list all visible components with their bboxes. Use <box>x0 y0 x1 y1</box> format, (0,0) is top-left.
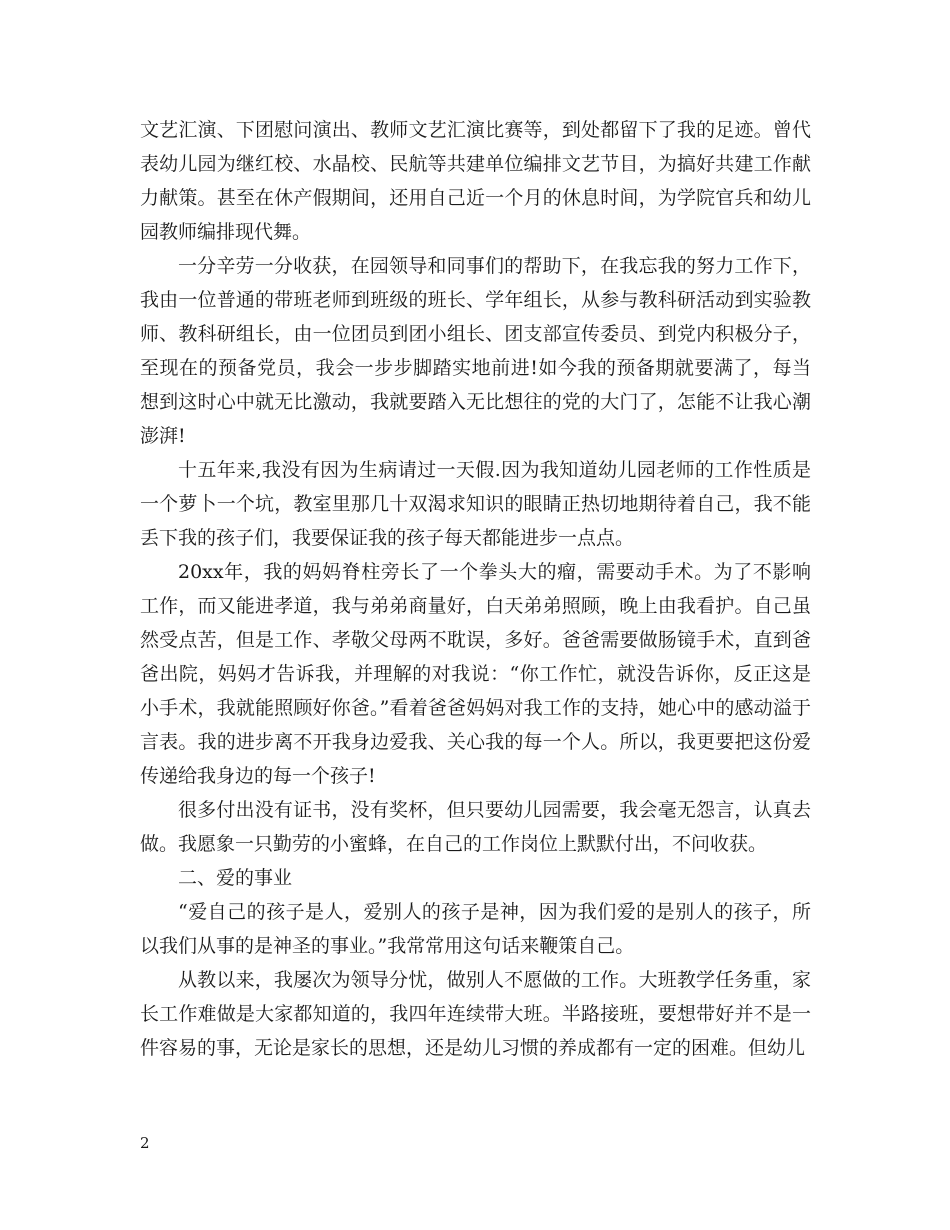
paragraph: “爱自己的孩子是人，爱别人的孩子是神，因为我们爱的是别人的孩子，所以我们从事的是神圣的事业。”我常常用这句话来鞭策自己。 <box>140 901 811 957</box>
paragraph: 20xx年，我的妈妈脊柱旁长了一个拳头大的瘤，需要动手术。为了不影响工作，而又能进孝道，我与弟弟商量好，白天弟弟照顾，晚上由我看护。自己虽然受点苦，但是工作、孝敬父母两不耽误，多好。爸爸需要做肠镜手术，直到爸爸出院，妈妈才告诉我，并理解的对我说：“你工作忙，就没告诉你，反正这是小手术，我就能照顾好你爸。”看着爸爸妈妈对我工作的支持，她心中的感动溢于言表。我的进步离不开我身边爱我、关心我的每一个人。所以，我更要把这份爱传递给我身边的每一个孩子! <box>140 561 811 787</box>
section-heading: 二、爱的事业 <box>178 867 293 889</box>
paragraph-continued: 文艺汇演、下团慰问演出、教师文艺汇演比赛等，到处都留下了我的足迹。曾代表幼儿园为继红校、水晶校、民航等共建单位编排文艺节目，为搞好共建工作献力献策。甚至在休产假期间，还用自己近一个月的休息时间，为学院官兵和幼儿园教师编排现代舞。 <box>140 119 811 243</box>
paragraph: 从教以来，我屡次为领导分忧，做别人不愿做的工作。大班教学任务重，家长工作难做是大家都知道的，我四年连续带大班。半路接班，要想带好并不是一件容易的事，无论是家长的思想，还是幼儿习惯的养成都有一定的困难。但幼儿 <box>140 969 811 1059</box>
paragraph: 很多付出没有证书，没有奖杯，但只要幼儿园需要，我会毫无怨言，认真去做。我愿象一只勤劳的小蜜蜂，在自己的工作岗位上默默付出，不问收获。 <box>140 799 811 855</box>
document-body <box>140 113 811 1065</box>
paragraph: 十五年来,我没有因为生病请过一天假.因为我知道幼儿园老师的工作性质是一个萝卜一个坑，教室里那几十双渴求知识的眼睛正热切地期待着自己，我不能丢下我的孩子们，我要保证我的孩子每天都能进步一点点。 <box>140 459 811 549</box>
page-number: 2 <box>140 1134 150 1152</box>
paragraph: 一分辛劳一分收获，在园领导和同事们的帮助下，在我忘我的努力工作下，我由一位普通的带班老师到班级的班长、学年组长，从参与教科研活动到实验教师、教科研组长，由一位团员到团小组长、团支部宣传委员、到党内积极分子，至现在的预备党员，我会一步步脚踏实地前进!如今我的预备期就要满了，每当想到这时心中就无比激动，我就要踏入无比想往的党的大门了，怎能不让我心潮澎湃! <box>140 255 811 447</box>
